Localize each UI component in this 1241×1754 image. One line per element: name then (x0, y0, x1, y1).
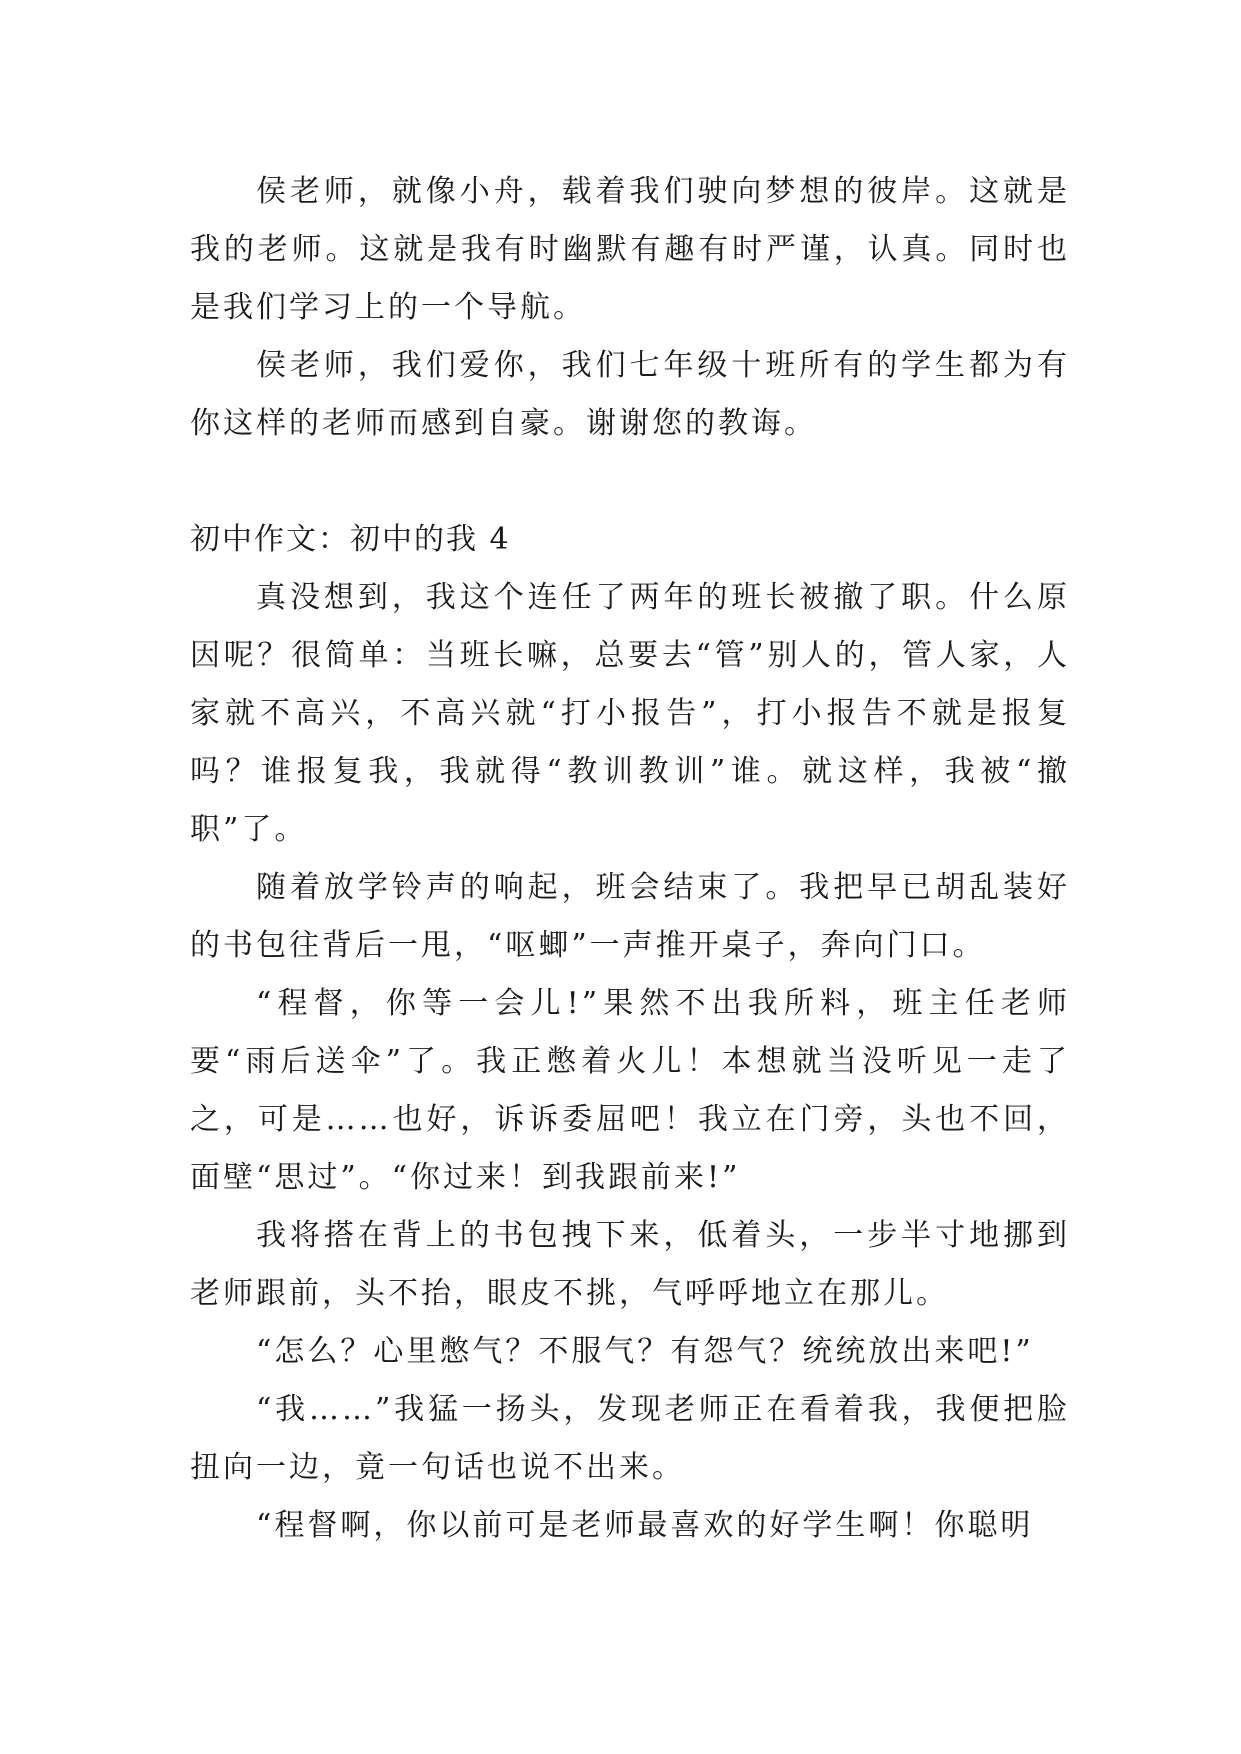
paragraph: 真没想到，我这个连任了两年的班长被撤了职。什么原因呢？很简单：当班长嘛，总要去“管”别人的，管人家，人家就不高兴，不高兴就“打小报告”，打小报告不就是报复吗？谁报复我，我就得“教训教训”谁。就这样，我被“撤职”了。 (190, 580, 1070, 847)
paragraph: 侯老师，我们爱你，我们七年级十班所有的学生都为有你这样的老师而感到自豪。谢谢您的教诲。 (190, 348, 1070, 441)
document-body (190, 163, 1070, 1555)
paragraph: “怎么？心里憋气？不服气？有怨气？统统放出来吧!” (256, 1334, 1034, 1369)
paragraph: 我将搭在背上的书包拽下来，低着头，一步半寸地挪到老师跟前，头不抬，眼皮不挑，气呼呼地立在那儿。 (190, 1218, 1070, 1311)
paragraph: 侯老师，就像小舟，载着我们驶向梦想的彼岸。这就是我的老师。这就是我有时幽默有趣有时严谨，认真。同时也是我们学习上的一个导航。 (190, 174, 1070, 325)
paragraph: “我……”我猛一扬头，发现老师正在看着我，我便把脸扭向一边，竟一句话也说不出来。 (190, 1392, 1070, 1485)
paragraph: “程督啊，你以前可是老师最喜欢的好学生啊！你聪明 (256, 1508, 1034, 1543)
paragraph: 随着放学铃声的响起，班会结束了。我把早已胡乱装好的书包往背后一甩，“呕蝍”一声推开桌子，奔向门口。 (190, 870, 1070, 963)
paragraph: “程督，你等一会儿!”果然不出我所料，班主任老师要“雨后送伞”了。我正憋着火儿！本想就当没听见一走了之，可是……也好，诉诉委屈吧！我立在门旁，头也不回，面壁“思过”。“你过来！到我跟前来!” (190, 986, 1070, 1195)
section-title: 初中作文：初中的我 4 (190, 522, 511, 557)
